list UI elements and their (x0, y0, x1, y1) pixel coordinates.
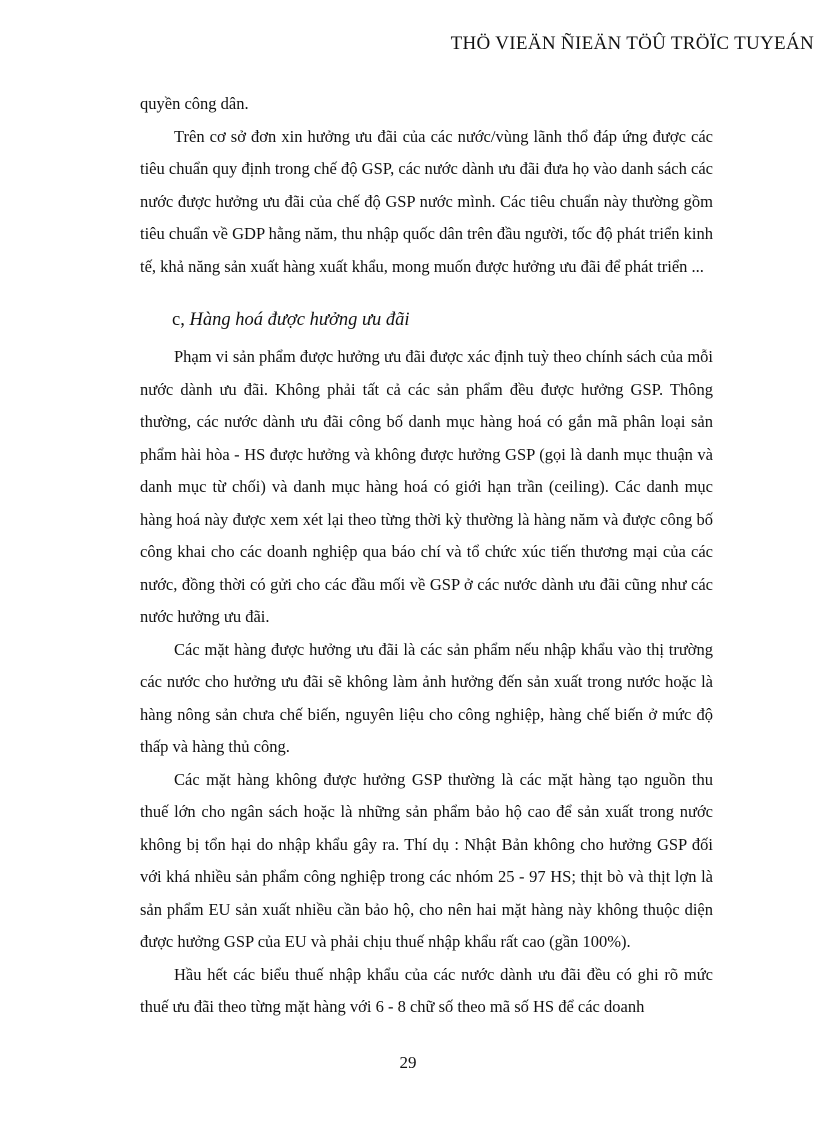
paragraph-continuation: quyền công dân. (140, 94, 249, 113)
page-number: 29 (399, 1053, 417, 1072)
section-heading (140, 305, 713, 335)
paragraph: Phạm vi sản phẩm được hưởng ưu đãi được xác định tuỳ theo chính sách của mỗi nước dành ưu đãi. Không phải tất cả các sản phẩm đều được hưởng GSP. Thông thường, các nước dành ưu đãi công bố danh mục hàng hoá có gắn mã phân loại sản phẩm hài hòa - HS được hưởng và không được hưởng GSP (gọi là danh mục thuận và danh mục từ chối) và danh mục hàng hoá có giới hạn trần (ceiling). Các danh mục hàng hoá này được xem xét lại theo từng thời kỳ thường là hàng năm và được công bố công khai cho các doanh nghiệp qua báo chí và tổ chức xúc tiến thương mại của các nước, đồng thời có gửi cho các đầu mối về GSP ở các nước dành ưu đãi cũng như các nước hưởng ưu đãi. (140, 347, 713, 626)
paragraph: Trên cơ sở đơn xin hưởng ưu đãi của các nước/vùng lãnh thổ đáp ứng được các tiêu chuẩn quy định trong chế độ GSP, các nước dành ưu đãi đưa họ vào danh sách các nước được hưởng ưu đãi của chế độ GSP nước mình. Các tiêu chuẩn này thường gồm tiêu chuẩn về GDP hằng năm, thu nhập quốc dân trên đầu người, tốc độ phát triển kinh tế, khả năng sản xuất hàng xuất khẩu, mong muốn được hưởng ưu đãi để phát triển ... (140, 126, 713, 276)
page-body (140, 88, 713, 1024)
paragraph: Các mặt hàng không được hưởng GSP thường là các mặt hàng tạo nguồn thu thuế lớn cho ngân sách hoặc là những sản phẩm bảo hộ cao để sản xuất trong nước không bị tổn hại do nhập khẩu gây ra. Thí dụ : Nhật Bản không cho hưởng GSP đối với khá nhiều sản phẩm công nghiệp trong các nhóm 25 - 97 HS; thịt bò và thịt lợn là sản phẩm EU sản xuất nhiều cần bảo hộ, cho nên hai mặt hàng này không thuộc diện được hưởng GSP của EU và phải chịu thuế nhập khẩu rất cao (gần 100%). (140, 769, 713, 951)
section-marker: c, (172, 310, 185, 330)
running-header: THÖ VIEÄN ÑIEÄN TÖÛ TRÖÏC TUYEÁN (450, 33, 814, 54)
paragraph: Các mặt hàng được hưởng ưu đãi là các sản phẩm nếu nhập khẩu vào thị trường các nước cho hưởng ưu đãi sẽ không làm ảnh hưởng đến sản xuất trong nước hoặc là hàng nông sản chưa chế biến, nguyên liệu cho công nghiệp, hàng chế biến ở mức độ thấp và hàng thủ công. (140, 639, 713, 756)
paragraph: Hầu hết các biểu thuế nhập khẩu của các nước dành ưu đãi đều có ghi rõ mức thuế ưu đãi theo từng mặt hàng với 6 - 8 chữ số theo mã số HS để các doanh (140, 964, 713, 1016)
section-title: Hàng hoá được hưởng ưu đãi (189, 310, 410, 330)
